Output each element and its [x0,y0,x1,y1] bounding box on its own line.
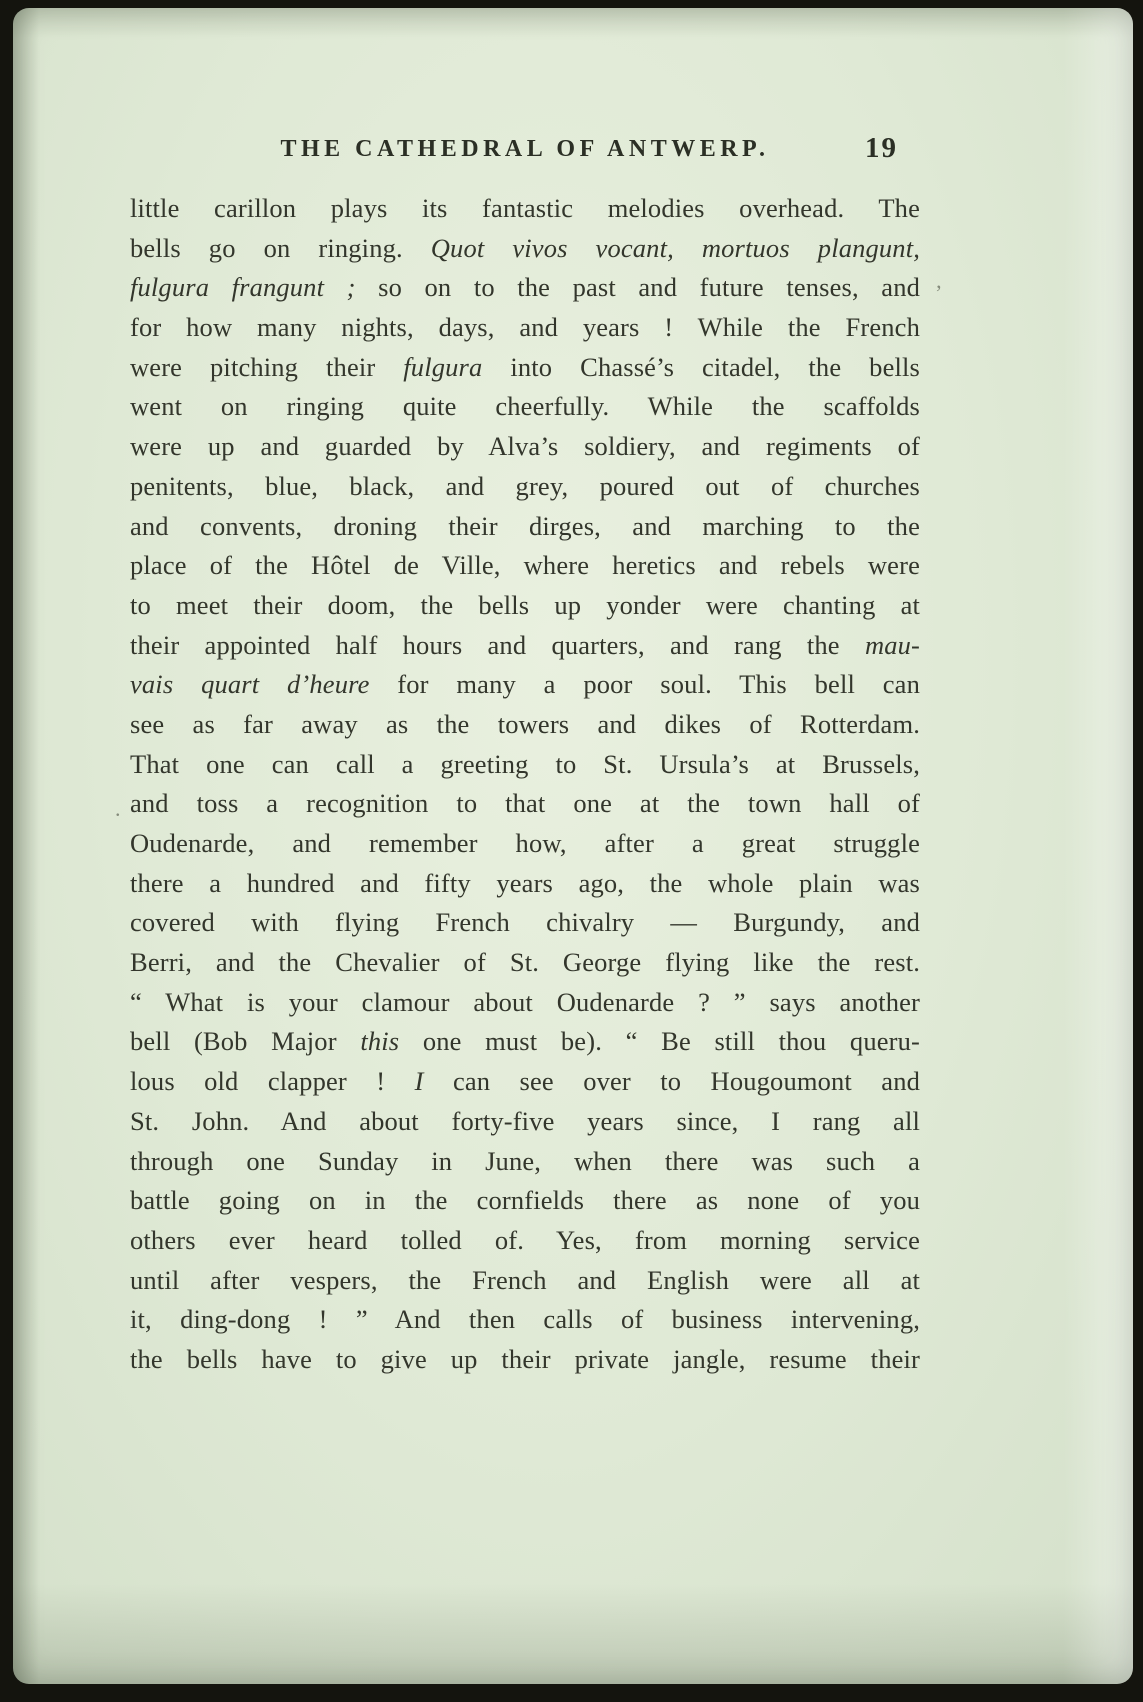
text-line: and convents, droning their dirges, and marching to the [130,510,920,541]
text-line: to meet their doom, the bells up yonder were chanting at [130,589,920,620]
text-line: place of the Hôtel de Ville, where heretics and rebels were [130,550,920,581]
text-line: were pitching their fulgura into Chassé’s citadel, the bells [130,351,920,382]
text-line: vais quart d’heure for many a poor soul. This bell can [130,669,920,700]
text-line: the bells have to give up their private jangle, resume their [130,1343,920,1374]
text-line: others ever heard tolled of. Yes, from morning service [130,1224,920,1255]
text-line: lous old clapper ! I can see over to Hougoumont and [130,1066,921,1097]
text-line: covered with flying French chivalry — Burgundy, and [130,907,920,938]
page-header [130,132,920,178]
text-line: Oudenarde, and remember how, after a great struggle [130,828,920,858]
page-header-title: THE CATHEDRAL OF ANTWERP. [280,136,770,162]
text-line: St. John. And about forty-five years since, I rang all [130,1105,920,1136]
paper-surface [13,8,1133,1684]
text-line: battle going on in the cornfields there as none of you [130,1185,920,1216]
text-line: “ What is your clamour about Oudenarde ? ” says another [130,986,920,1017]
text-line: and toss a recognition to that one at the town hall of [130,788,920,819]
text-line: through one Sunday in June, when there was such a [130,1145,920,1176]
text-line: fulgura frangunt ; so on to the past and future tenses, and [130,272,920,303]
text-line: bells go on ringing. Quot vivos vocant, mortuos plangunt, [130,232,920,263]
text-line: were up and guarded by Alva’s soldiery, and regiments of [130,431,920,462]
text-line: there a hundred and fifty years ago, the whole plain was [130,867,920,898]
text-line: Berri, and the Chevalier of St. George flying like the rest. [130,947,920,978]
text-line: see as far away as the towers and dikes of Rotterdam. [130,708,920,739]
page-number: 19 [865,132,898,164]
text-line: their appointed half hours and quarters, and rang the mau- [130,629,920,660]
text-line: penitents, blue, black, and grey, poured out of churches [130,470,920,501]
text-line: bell (Bob Major this one must be). “ Be still thou queru- [130,1026,920,1057]
page-text [130,189,920,1380]
text-line: until after vespers, the French and English were all at [130,1264,920,1295]
text-line: it, ding-dong ! ” And then calls of business intervening, [130,1304,920,1335]
scan-artifact: . [115,796,121,821]
scan-artifact: ’ [935,280,943,305]
text-line: That one can call a greeting to St. Ursula’s at Brussels, [130,748,920,779]
text-line: went on ringing quite cheerfully. While the scaffolds [130,391,920,422]
text-line: little carillon plays its fantastic melodies overhead. The [130,193,920,223]
text-line: for how many nights, days, and years ! While the French [130,312,920,343]
